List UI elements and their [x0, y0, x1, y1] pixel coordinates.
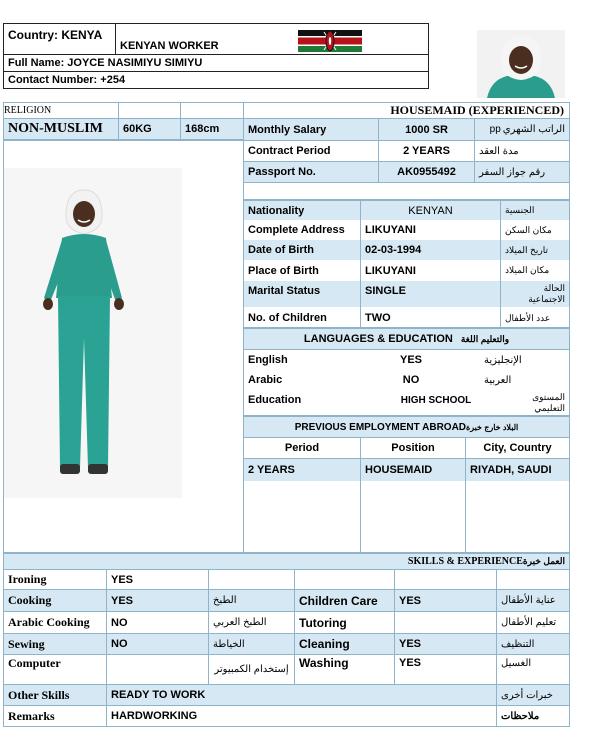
salary-pp: pp [489, 124, 501, 135]
other-skills-value: READY TO WORK [107, 685, 496, 705]
skill-computer-label: Computer [8, 655, 61, 670]
emp-row-city: RIYADH, SAUDI [466, 459, 569, 481]
employment-title [244, 417, 569, 437]
passport-label: Passport No. [244, 162, 378, 182]
other-skills-label: Other Skills [4, 685, 106, 705]
religion-value: NON-MUSLIM [4, 119, 118, 139]
skill-cooking-value: YES [107, 590, 208, 611]
kenya-flag-icon [298, 30, 362, 52]
skills-title-text: SKILLS & EXPERIENCE [407, 556, 523, 567]
weight-value: 60KG [119, 119, 180, 139]
skill-cleaning-value: YES [395, 634, 496, 654]
portrait-photo [477, 30, 565, 98]
marital-arabic: الحالة الاجتماعية [501, 281, 569, 307]
other-skills-arabic: خبرات أخرى [497, 685, 569, 705]
skill-arabic-cooking-value: NO [111, 616, 128, 629]
emp-header-position: Position [391, 442, 435, 454]
country-label: Country: KENYA [8, 28, 103, 42]
skill-arabic-cooking-arabic: الطبخ العربي [213, 617, 267, 628]
remarks-arabic: ملاحظات [501, 710, 540, 722]
employment-title-arabic: البلاد خارج خبرة [466, 422, 519, 432]
skill-children-care-value: YES [395, 590, 496, 611]
nationality-arabic: الجنسية [501, 201, 569, 220]
skill-cooking-label: Cooking [4, 590, 106, 611]
skill-arabic-cooking-label: Arabic Cooking [8, 615, 90, 629]
skill-children-care-arabic: عناية الأطفال [497, 590, 569, 611]
skill-tutoring-value [395, 612, 496, 633]
education-value: HIGH SCHOOL [400, 394, 472, 406]
position-title: HOUSEMAID (EXPERIENCED) [390, 102, 564, 117]
religion-label: RELIGION [4, 104, 52, 116]
english-label: English [248, 354, 288, 366]
passport-value: AK0955492 [379, 162, 474, 182]
skills-title-arabic: العمل خبرة [522, 556, 565, 566]
worker-type: KENYAN WORKER [120, 40, 219, 52]
skill-sewing-value: NO [107, 634, 208, 654]
languages-title-arabic: والتعليم اللغة [460, 333, 510, 344]
dob-arabic: تاريخ الميلاد [501, 240, 569, 260]
employment-title-text: PREVIOUS EMPLOYMENT ABROAD [294, 421, 467, 433]
skill-sewing-label: Sewing [4, 634, 106, 654]
emp-header-period: Period [284, 442, 320, 454]
english-arabic: الإنجليزية [484, 354, 522, 366]
emp-row-position: HOUSEMAID [361, 459, 465, 481]
period-arabic: مدة العقد [479, 145, 519, 157]
skill-washing-label: Washing [299, 656, 349, 670]
emp-row-period: 2 YEARS [244, 459, 360, 481]
languages-title [244, 329, 569, 349]
skill-cleaning-label: Cleaning [295, 634, 394, 654]
pob-value: LIKUYANI [365, 264, 416, 277]
education-arabic: المستوى التعليمي [532, 392, 565, 413]
contract-hline-3 [243, 182, 570, 183]
dob-value: 02-03-1994 [361, 240, 500, 260]
skill-washing-value: YES [399, 657, 422, 669]
skill-children-care-label: Children Care [295, 590, 394, 611]
children-arabic: عدد الأطفال [505, 312, 551, 323]
salary-arabic [475, 119, 569, 140]
skill-cooking-arabic: الطبخ [209, 590, 294, 611]
period-value: 2 YEARS [403, 145, 450, 157]
children-value: TWO [365, 312, 391, 324]
skill-ironing-label: Ironing [8, 572, 47, 586]
arabic-value: NO [402, 374, 420, 386]
english-value: YES [399, 354, 422, 366]
skill-ironing-value: YES [111, 573, 134, 586]
skill-washing-arabic: الغسيل [501, 657, 532, 669]
pob-label: Place of Birth [248, 264, 319, 277]
nationality-label: Nationality [244, 201, 360, 220]
skill-tutoring-arabic: تعليم الأطفال [501, 617, 557, 628]
address-arabic: مكان السكن [505, 224, 552, 235]
salary-label: Monthly Salary [244, 119, 378, 140]
skill-computer-arabic: إستخدام الكمبيوتر [214, 663, 289, 675]
skill-tutoring-label: Tutoring [299, 615, 347, 630]
arabic-label: Arabic [248, 374, 283, 386]
marital-label: Marital Status [244, 281, 360, 307]
education-label: Education [248, 394, 302, 406]
period-label: Contract Period [248, 145, 331, 157]
passport-arabic: رقم جواز السفر [475, 162, 569, 182]
salary-value: 1000 SR [379, 119, 474, 140]
salary-arabic-text: الراتب الشهري [502, 124, 565, 135]
skills-title [4, 554, 569, 569]
marital-value: SINGLE [361, 281, 500, 307]
nationality-value: KENYAN [361, 201, 500, 220]
emp-header-city: City, Country [483, 442, 552, 454]
height-value: 168cm [181, 119, 243, 139]
contact-number: Contact Number: +254 [8, 74, 126, 86]
remarks-label: Remarks [8, 708, 55, 723]
address-label: Complete Address [248, 224, 345, 236]
languages-title-text: LANGUAGES & EDUCATION [303, 333, 453, 345]
dob-label: Date of Birth [244, 240, 360, 260]
skill-computer-value [107, 655, 208, 671]
full-name: Full Name: JOYCE NASIMIYU SIMIYU [8, 57, 203, 69]
skill-cleaning-arabic: التنظيف [497, 634, 569, 654]
address-value: LIKUYANI [365, 224, 416, 236]
remarks-value: HARDWORKING [111, 710, 198, 722]
full-body-photo [4, 168, 182, 498]
skill-sewing-arabic: الخياطة [209, 634, 294, 654]
arabic-arabic: العربية [484, 374, 512, 386]
pob-arabic: مكان الميلاد [505, 265, 550, 275]
children-label: No. of Children [248, 312, 327, 324]
